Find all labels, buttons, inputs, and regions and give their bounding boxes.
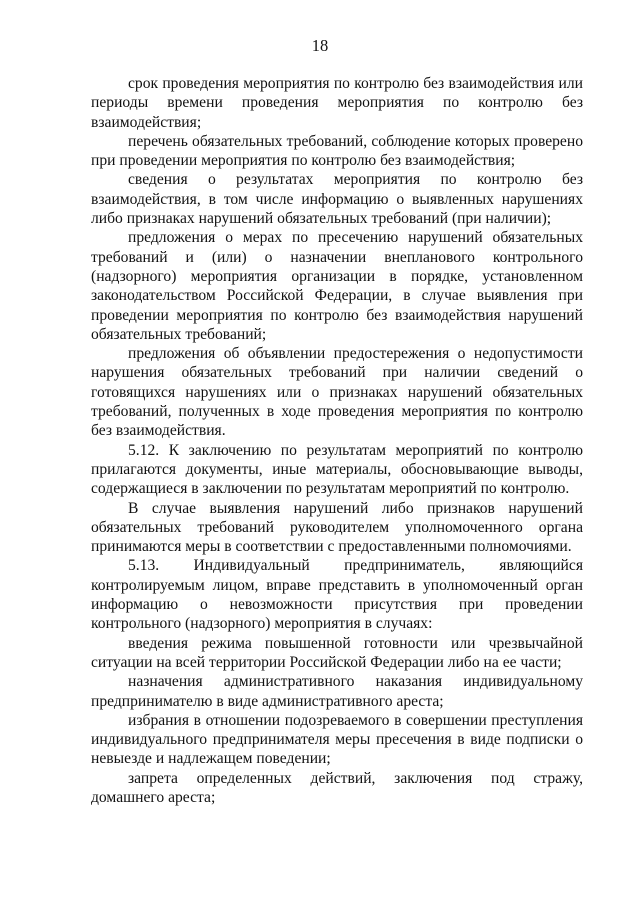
paragraph-violation-measures: В случае выявления нарушений либо признаков нарушений обязательных требований руководителем уполномоченного органа принимаются меры в соответствии с предоставленными полномочиями.: [91, 499, 583, 556]
document-body: [91, 74, 583, 807]
paragraph-house-arrest: запрета определенных действий, заключения под стражу, домашнего ареста;: [91, 769, 583, 806]
paragraph-administrative-arrest: назначения административного наказания индивидуальному предпринимателю в виде административного ареста;: [91, 673, 583, 710]
paragraph-5-12: 5.12. К заключению по результатам мероприятий по контролю прилагаются документы, иные материалы, обосновывающие выводы, содержащиеся в заключении по результатам мероприятий по контролю.: [91, 441, 583, 498]
paragraph-results-info: сведения о результатах мероприятия по контролю без взаимодействия, в том числе информацию о выявленных нарушениях либо признаках нарушений обязательных требований (при наличии);: [91, 171, 583, 228]
paragraph-verified-requirements: перечень обязательных требований, соблюдение которых проверено при проведении мероприятия по контролю без взаимодействия;: [91, 132, 583, 170]
page-number: 18: [311, 36, 329, 55]
paragraph-emergency-regime: введения режима повышенной готовности или чрезвычайной ситуации на всей территории Российской Федерации либо на ее части;: [91, 634, 583, 671]
paragraph-5-13: 5.13. Индивидуальный предприниматель, являющийся контролируемым лицом, вправе представить в уполномоченный орган информацию о невозможности присутствия при проведении контрольного (надзорного) мероприятия в случаях:: [91, 557, 583, 633]
paragraph-inspection-period: срок проведения мероприятия по контролю без взаимодействия или периоды времени проведения мероприятия по контролю без взаимодействия;: [91, 75, 583, 131]
paragraph-restraint-measure: избрания в отношении подозреваемого в совершении преступления индивидуального предпринимателя меры пресечения в виде подписки о невыезде и надлежащем поведении;: [91, 711, 583, 768]
paragraph-warning-proposals: предложения об объявлении предостережения о недопустимости нарушения обязательных требований при наличии сведений о готовящихся нарушениях или о признаках нарушений обязательных требований, полученных в ходе проведения мероприятия по контролю без взаимодействия.: [91, 345, 583, 440]
paragraph-suppression-proposals: предложения о мерах по пресечению нарушений обязательных требований и (или) о назначении внепланового контрольного (надзорного) мероприятия организации в порядке, установленном законодательством Российской Федерации, в случае выявления при проведении мероприятия по контролю без взаимодействия нарушений обязательных требований;: [91, 229, 583, 343]
